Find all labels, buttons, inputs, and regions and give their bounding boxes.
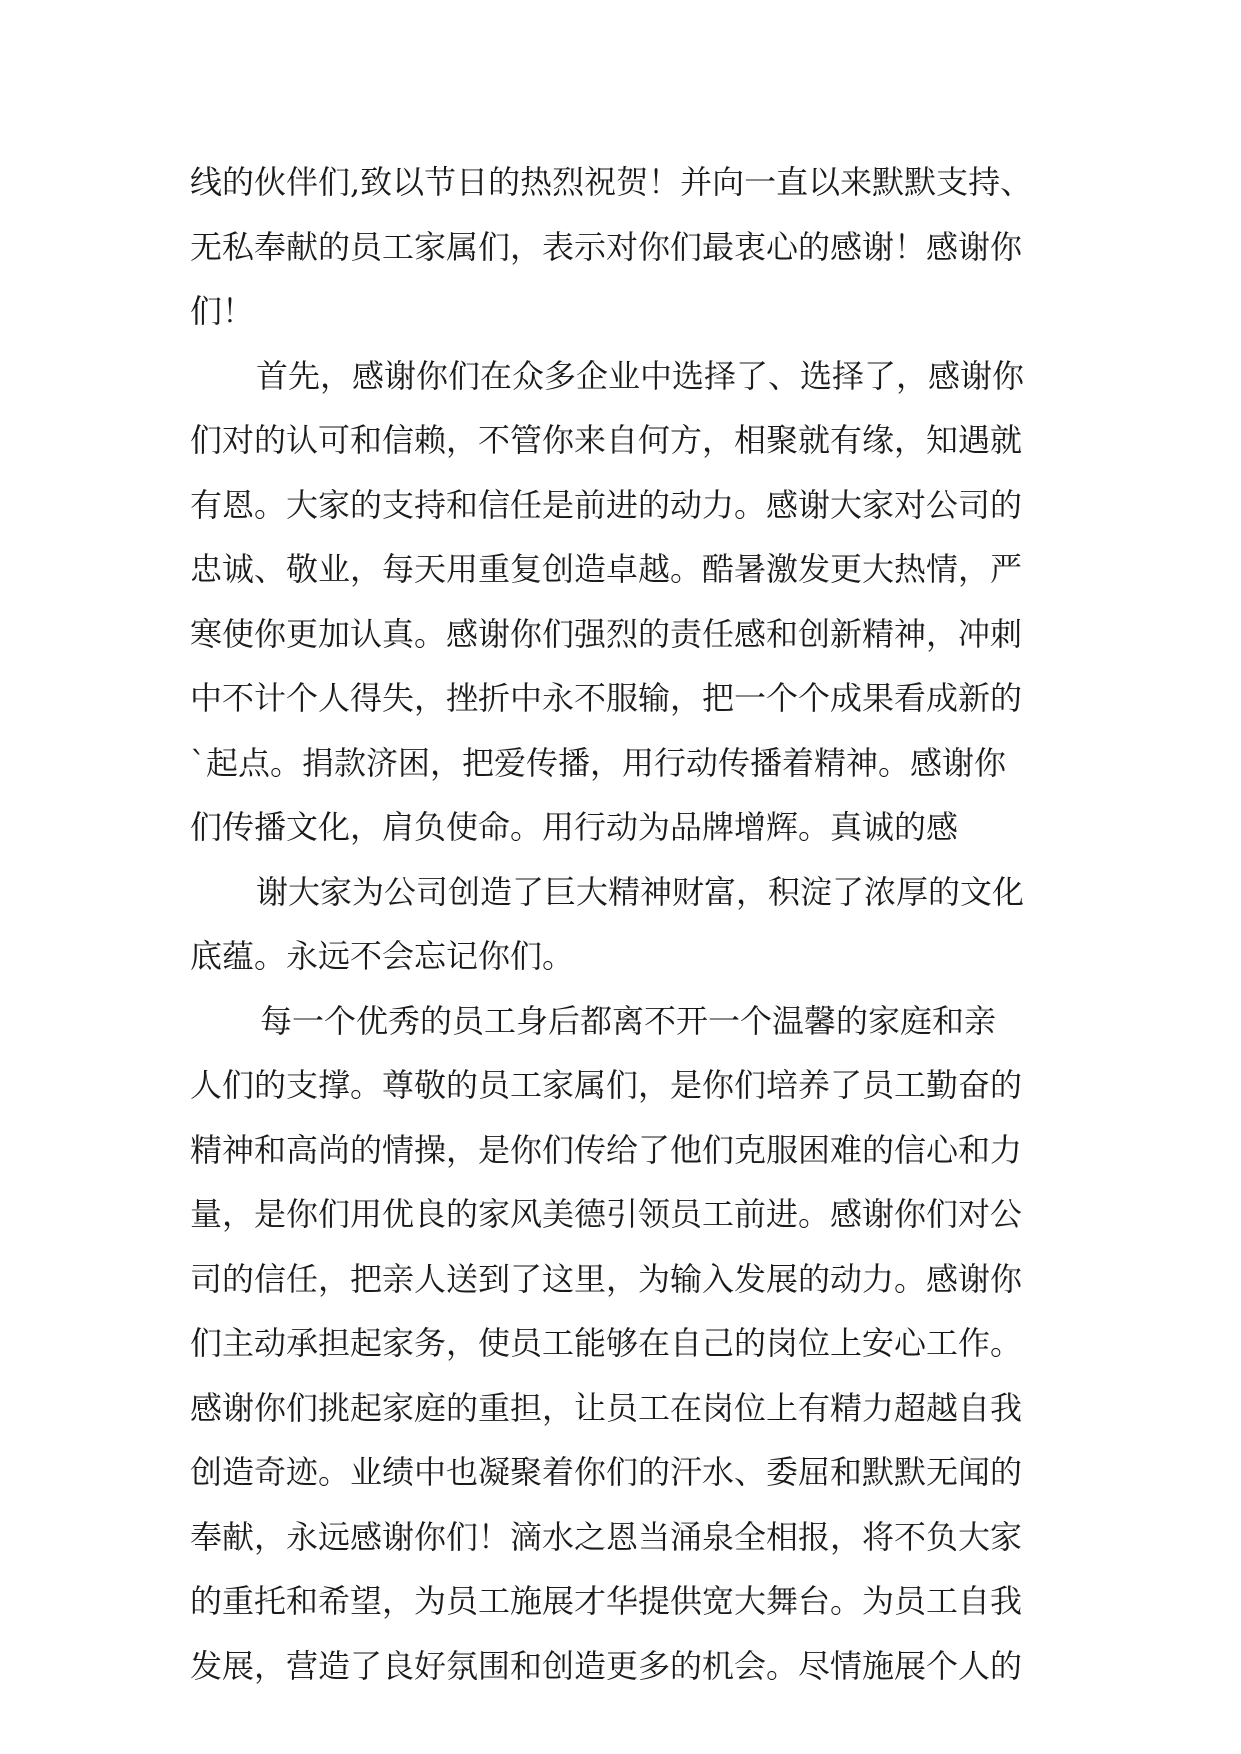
text-line: 发展，营造了良好氛围和创造更多的机会。尽情施展个人的: [190, 1646, 1023, 1685]
text-line: `起点。捐款济困，把爱传播，用行动传播着精神。感谢你: [190, 743, 1007, 782]
text-line: 感谢你们挑起家庭的重担，让员工在岗位上有精力超越自我: [190, 1388, 1023, 1427]
text-line: 中不计个人得失，挫折中永不服输，把一个个成果看成新的: [190, 679, 1023, 717]
text-line: 司的信任，把亲人送到了这里，为输入发展的动力。感谢你: [190, 1259, 1023, 1298]
text-line: 精神和高尚的情操，是你们传给了他们克服困难的信心和力: [190, 1130, 1023, 1169]
text-line: 忠诚、敬业，每天用重复创造卓越。酷暑激发更大热情，严: [190, 550, 1023, 588]
text-line: 线的伙伴们,致以节日的热烈祝贺！并向一直以来默默支持、: [190, 163, 1033, 201]
text-line: 无私奉献的员工家属们，表示对你们最衷心的感谢！感谢你: [190, 227, 1023, 266]
document-body: [190, 150, 1200, 1698]
text-line: 们！: [190, 292, 255, 330]
paragraph-first-line: 每一个优秀的员工身后都离不开一个温馨的家庭和亲: [260, 1001, 997, 1040]
text-line: 的重托和希望，为员工施展才华提供宽大舞台。为员工自我: [190, 1582, 1023, 1620]
text-line: 人们的支撑。尊敬的员工家属们，是你们培养了员工勤奋的: [190, 1066, 1023, 1104]
text-line: 底蕴。永远不会忘记你们。: [190, 937, 575, 975]
paragraph-first-line: 谢大家为公司创造了巨大精神财富，积淀了浓厚的文化: [256, 872, 1025, 911]
text-line: 们主动承担起家务，使员工能够在自己的岗位上安心工作。: [190, 1324, 1023, 1362]
text-line: 们对的认可和信赖，不管你来自何方，相聚就有缘，知遇就: [190, 421, 1023, 459]
text-line: 量，是你们用优良的家风美德引领员工前进。感谢你们对公: [190, 1195, 1023, 1233]
text-line: 奉献，永远感谢你们！滴水之恩当涌泉全相报，将不负大家: [190, 1517, 1023, 1556]
text-line: 寒使你更加认真。感谢你们强烈的责任感和创新精神，冲刺: [190, 614, 1023, 653]
text-line: 们传播文化，肩负使命。用行动为品牌增辉。真诚的感: [190, 808, 959, 846]
paragraph-first-line: 首先，感谢你们在众多企业中选择了、选择了，感谢你: [256, 356, 1025, 395]
text-line: 有恩。大家的支持和信任是前进的动力。感谢大家对公司的: [190, 485, 1023, 524]
text-line: 创造奇迹。业绩中也凝聚着你们的汗水、委屈和默默无闻的: [190, 1453, 1023, 1491]
